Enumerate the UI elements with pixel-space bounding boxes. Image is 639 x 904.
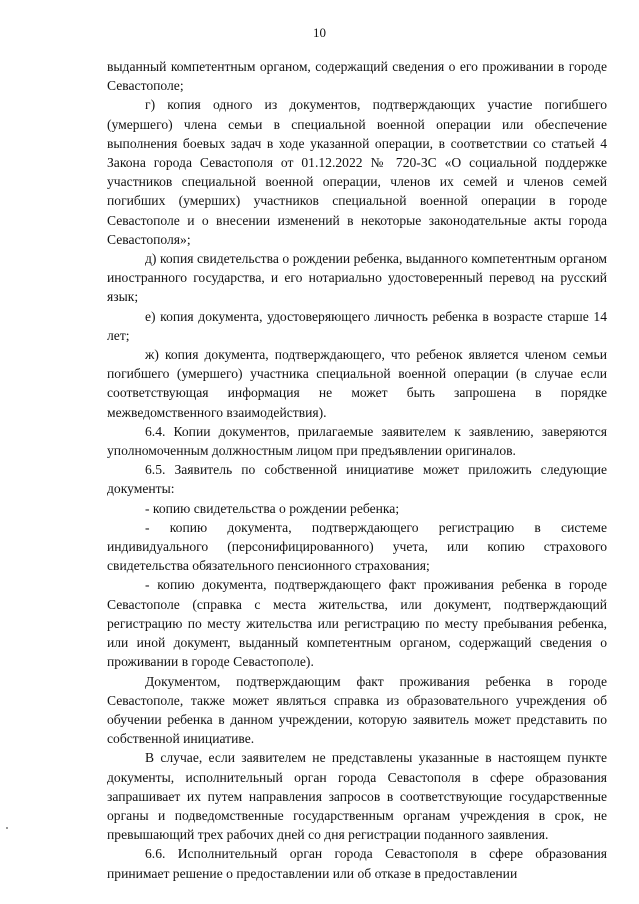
paragraph-continuation: выданный компетентным органом, содержащий сведения о его проживании в городе Севастополе; (107, 59, 607, 94)
body-text (107, 57, 607, 883)
list-item-residence-proof: - копию документа, подтверждающего факт проживания ребенка в городе Севастополе (справка с места жительства, или документ, подтверждающий регистрацию по месту жительства или регистрацию по месту пребывания ребенка, или иной документ, выданный компетентным органом, содержащий сведения о проживании в городе Севастополе). (107, 577, 607, 670)
paragraph-item-g: г) копия одного из документов, подтверждающих участие погибшего (умершего) члена семьи в специальной военной операции или обеспечение выполнения боевых задач в ходе указанной операции, в соответствии со статьей 4 Закона города Севастополя от 01.12.2022 № 720-ЗС «О социальной поддержке участников специальной военной операции, членов их семей и членов семей погибших (умерших) участников специальной военной операции в городе Севастополе и о внесении изменений в некоторые законодательные акты города Севастополя»; (107, 97, 607, 247)
scan-speck (6, 827, 8, 829)
paragraph-item-d: д) копия свидетельства о рождении ребенка, выданного компетентным органом иностранного государства, и его нотариально удостоверенный перевод на русский язык; (107, 251, 607, 305)
page-number: 10 (313, 25, 326, 40)
paragraph-6-4: 6.4. Копии документов, прилагаемые заявителем к заявлению, заверяются уполномоченным должностным лицом при предъявлении оригиналов. (107, 423, 607, 459)
paragraph-item-zh: ж) копия документа, подтверждающего, что ребенок является членом семьи погибшего (умершего) участника специальной военной операции (в случае если соответствующая информация не может быть запрошена в порядке межведомственного взаимодействия). (107, 347, 607, 420)
paragraph-item-e: е) копия документа, удостоверяющего личность ребенка в возрасте старше 14 лет; (107, 308, 607, 343)
paragraph-6-6: 6.6. Исполнительный орган города Севастополя в сфере образования принимает решение о предоставлении или об отказе в предоставлении (107, 846, 607, 881)
list-item-birth-certificate: - копию свидетельства о рождении ребенка; (145, 500, 400, 516)
list-item-registration-copy: - копию документа, подтверждающего регистрацию в системе индивидуального (персонифицированного) учета, или копию страхового свидетельства обязательного пенсионного страхования; (107, 519, 607, 574)
paragraph-school-certificate: Документом, подтверждающим факт проживания ребенка в городе Севастополе, также может являться справка из образовательного учреждения об обучении ребенка в данном учреждении, которую заявитель может представить по собственной инициативе. (107, 673, 607, 747)
paragraph-6-5: 6.5. Заявитель по собственной инициативе может приложить следующие документы: (107, 462, 607, 497)
paragraph-interagency-request: В случае, если заявителем не представлены указанные в настоящем пункте документы, исполнительный орган города Севастополя в сфере образования запрашивает их путем направления запросов в соответствующие государственные органы и подведомственные государственным органам учреждения в срок, не превышающий трех рабочих дней со дня регистрации поданного заявления. (107, 750, 607, 843)
